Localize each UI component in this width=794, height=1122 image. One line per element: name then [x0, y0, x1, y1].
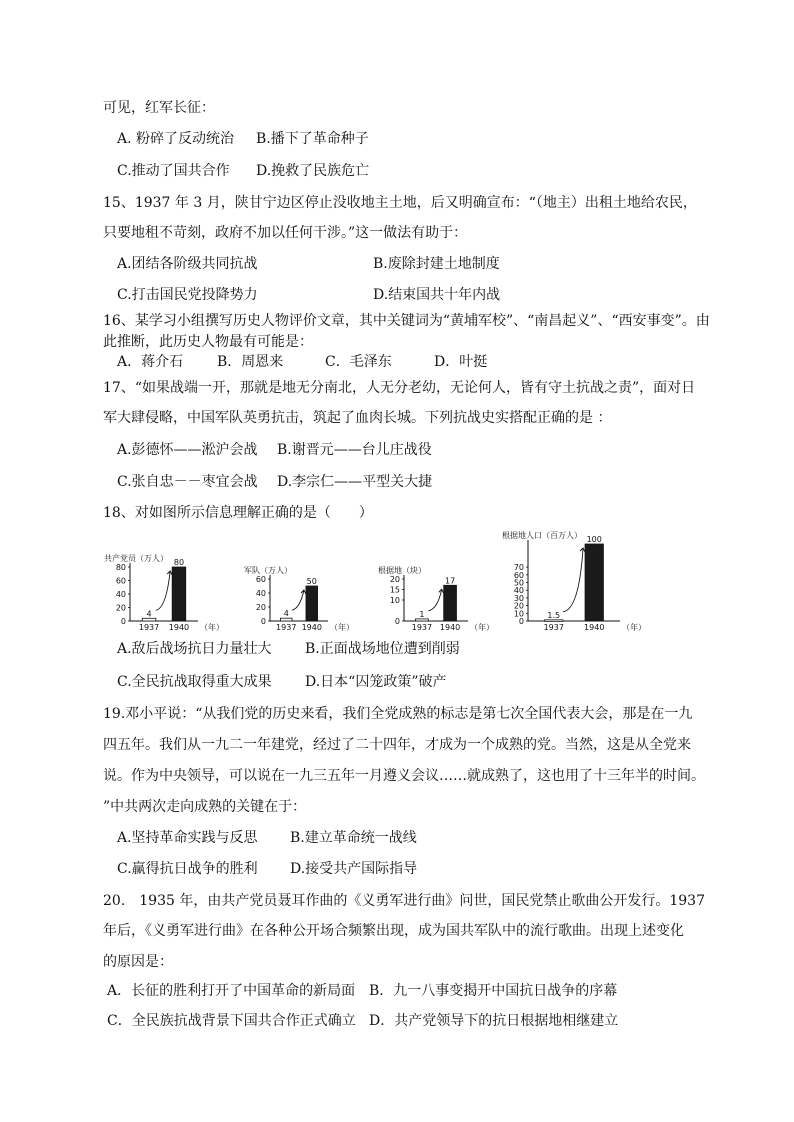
x-unit-label: （年） — [470, 623, 494, 632]
q17-option-b: B.谢晋元——台儿庄战役 — [277, 442, 432, 458]
q20-stem-line2: 年后，《义勇军进行曲》在各种公开场合频繁出现，成为国共军队中的流行歌曲。出现上述变化 — [103, 923, 684, 939]
bar-value-label: 80 — [173, 558, 185, 567]
y-tick-label: 80 — [115, 563, 126, 572]
bar — [142, 618, 156, 621]
bar — [306, 586, 318, 621]
q19-option-d: D.接受共产国际指导 — [290, 861, 418, 877]
x-tick-label: 1937 — [543, 623, 564, 632]
q15-option-c: C.打击国民党投降势力 — [117, 287, 258, 303]
q17-stem-line1: 17、“如果战端一开，那就是地无分南北，人无分老幼，无论何人，皆有守土抗战之责”，面对日 — [103, 380, 696, 396]
chart-svg-0 — [104, 553, 226, 633]
q18-option-c: C.全民抗战取得重大成果 — [117, 674, 272, 690]
x-unit-label: （年） — [200, 623, 224, 632]
bar-value-label: 50 — [306, 577, 317, 586]
growth-arrow — [563, 548, 583, 612]
y-tick-label: 60 — [255, 575, 266, 584]
x-tick-label: 1937 — [138, 623, 160, 632]
x-unit-label: （年） — [622, 623, 646, 632]
q17-option-d: D.李宗仁——平型关大捷 — [277, 474, 433, 490]
q19-stem-line1: 19.邓小平说：“从我们党的历史来看，我们全党成熟的标志是第七次全国代表大会，那是在一九 — [103, 706, 693, 722]
y-tick-label: 10 — [513, 609, 524, 619]
x-tick-label: 1940 — [584, 623, 605, 632]
q20-stem-line3: 的原因是： — [103, 954, 173, 970]
bar — [280, 618, 292, 621]
x-unit-label: （年） — [330, 623, 354, 632]
y-tick-label: 60 — [115, 576, 126, 586]
y-tick-label: 40 — [513, 586, 524, 596]
q17-stem-line2: 军大肆侵略，中国军队英勇抗击，筑起了血肉长城。下列抗战史实搭配正确的是 ： — [103, 410, 612, 426]
chart-title: 军队（万人） — [244, 566, 292, 575]
q19-stem-line4: ”中共两次走向成熟的关键在于： — [103, 799, 307, 815]
bar — [416, 619, 429, 621]
q19-stem-line2: 四五年。我们从一九二一年建党，经过了二十四年，才成为一个成熟的党。当然，这是从全党来 — [103, 737, 691, 753]
q16-option-d: D．叶挺 — [434, 354, 488, 370]
y-tick-label: 60 — [513, 570, 524, 580]
bar — [172, 567, 186, 621]
bar-value-label: 4 — [146, 609, 152, 619]
y-tick-label: 20 — [115, 603, 126, 613]
q20-stem-line1: 20. 1935 年，由共产党员聂耳作曲的《义勇军进行曲》问世，国民党禁止歌曲公开发行。1937 — [103, 893, 705, 909]
q14-option-a: A. 粉碎了反动统治 — [117, 131, 235, 147]
q18-option-b: B.正面战场地位遭到削弱 — [305, 641, 460, 657]
q15-option-a: A.团结各阶级共同抗战 — [117, 256, 258, 272]
bar — [444, 585, 457, 621]
y-tick-label: 15 — [389, 585, 400, 595]
q14-option-d: D.挽救了民族危亡 — [256, 163, 370, 179]
growth-arrow — [292, 590, 304, 610]
q18-option-d: D.日本“囚笼政策”破产 — [305, 674, 447, 690]
q15-stem-line1: 15、1937 年 3 月，陕甘宁边区停止没收地主土地，后又明确宣布：“（地主）出租土地给农民， — [103, 195, 697, 211]
y-tick-label: 10 — [389, 596, 400, 605]
q15-stem-line2: 只要地租不苛刻，政府不加以任何干涉。”这一做法有助于： — [103, 225, 468, 241]
y-tick-label: 40 — [115, 590, 126, 599]
bar — [585, 544, 603, 621]
chart-svg-2 — [378, 565, 496, 633]
q18-stem: 18、对如图所示信息理解正确的是（ ） — [103, 505, 373, 521]
q20-option-a: A．长征的胜利打开了中国革命的新局面 — [107, 983, 356, 999]
x-tick-label: 1940 — [301, 623, 322, 632]
q14-option-b: B.播下了革命种子 — [256, 131, 369, 147]
q20-option-b: B．九一八事变揭开中国抗日战争的序幕 — [369, 983, 618, 999]
q14-stem: 可见，红军长征： — [103, 100, 215, 116]
q20-option-c: C．全民族抗战背景下国共合作正式确立 — [107, 1013, 356, 1029]
x-tick-label: 1937 — [276, 623, 297, 632]
y-tick-label: 40 — [255, 589, 266, 598]
q16-option-b: B．周恩来 — [217, 354, 284, 370]
y-tick-label: 70 — [513, 563, 524, 573]
x-tick-label: 1940 — [168, 623, 190, 632]
q14-option-c: C.推动了国共合作 — [117, 163, 230, 179]
y-tick-label: 30 — [513, 593, 524, 603]
q17-option-a: A.彭德怀——淞沪会战 — [117, 442, 258, 458]
q15-option-d: D.结束国共十年内战 — [373, 287, 501, 303]
y-tick-label: 0 — [518, 617, 524, 626]
x-tick-label: 1940 — [439, 623, 461, 632]
chart-party-members — [104, 553, 226, 633]
q18-option-a: A.敌后战场抗日力量壮大 — [117, 641, 272, 657]
y-tick-label: 20 — [389, 575, 400, 584]
chart-base-areas — [378, 565, 496, 633]
chart-base-population — [502, 530, 648, 633]
q16-stem-line2: 此推断，此历史人物最有可能是： — [103, 334, 313, 350]
y-tick-label: 0 — [120, 617, 126, 626]
chart-army — [244, 565, 356, 633]
q19-stem-line3: 说。作为中央领导，可以说在一九三五年一月遵义会议……就成熟了，这也用了十三年半的时间。 — [103, 768, 705, 784]
y-tick-label: 20 — [513, 601, 524, 611]
chart-title: 共产党员（万人） — [104, 554, 168, 563]
growth-arrow — [428, 589, 441, 611]
y-tick-label: 0 — [260, 617, 266, 626]
x-tick-label: 1937 — [411, 623, 433, 632]
chart-svg-3 — [502, 530, 648, 633]
y-tick-label: 20 — [255, 603, 266, 612]
q15-option-b: B.废除封建土地制度 — [373, 256, 500, 272]
q16-option-c: C．毛泽东 — [325, 354, 392, 370]
chart-svg-1 — [244, 565, 356, 633]
q16-stem-line1: 16、某学习小组撰写历史人物评价文章，其中关键词为“黄埔军校”、“南昌起义”、“西安事变”。由 — [103, 313, 710, 329]
bar-value-label: 4 — [283, 609, 289, 619]
bar-value-label: 100 — [586, 535, 602, 544]
y-tick-label: 0 — [394, 617, 400, 626]
bar — [545, 620, 563, 622]
growth-arrow — [156, 571, 170, 610]
bar-value-label: 1 — [419, 609, 425, 619]
chart-title: 根据地人口（百万人） — [502, 531, 582, 540]
q20-option-d: D．共产党领导下的抗日根据地相继建立 — [369, 1013, 619, 1029]
q19-option-c: C.赢得抗日战争的胜利 — [117, 861, 258, 877]
q19-option-b: B.建立革命统一战线 — [290, 830, 417, 846]
bar-value-label: 1.5 — [547, 610, 561, 620]
chart-title: 根据地（块） — [378, 566, 426, 575]
bar-value-label: 17 — [444, 576, 456, 586]
q16-option-a: A．蒋介石 — [117, 354, 184, 370]
q19-option-a: A.坚持革命实践与反思 — [117, 830, 258, 846]
q17-option-c: C.张自忠－－枣宜会战 — [117, 474, 258, 490]
y-tick-label: 50 — [513, 578, 524, 588]
